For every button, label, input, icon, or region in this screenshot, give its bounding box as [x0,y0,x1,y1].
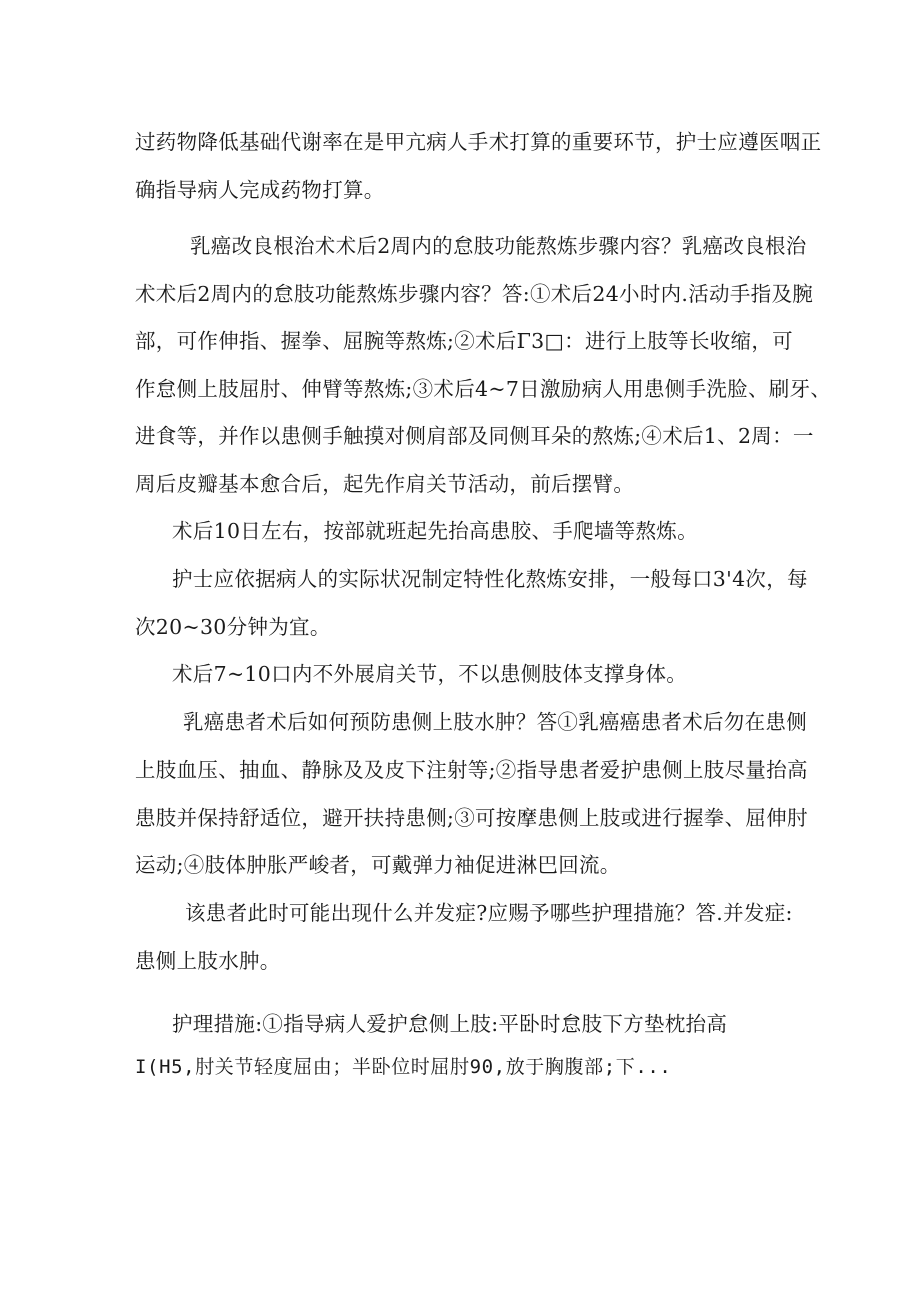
paragraph-6-line-2: 上肢血压、抽血、静脉及及皮下注射等;②指导患者爱护患侧上肢尽量抬高 [135,758,808,782]
paragraph-1-line-2: 确指导病人完成药物打算。 [135,178,385,202]
paragraph-2-line-4: 作怠侧上肢屈肘、伸臂等熬炼;③术后4~7日激励病人用患侧手洗脸、刷牙、 [135,377,832,401]
paragraph-8-line-2: I(H5,肘关节轻度屈由；半卧位时屈肘90,放于胸腹部;下... [135,1056,672,1078]
paragraph-2-line-5: 进食等，并作以患侧手触摸对侧肩部及同侧耳朵的熬炼;④术后1、2周：一 [135,424,814,448]
paragraph-2-line-2: 术术后2周内的怠肢功能熬炼步骤内容？答:①术后24小时内.活动手指及腕 [135,282,814,306]
paragraph-2-line-1: 乳癌改良根治术术后2周内的怠肢功能熬炼步骤内容？乳癌改良根治 [190,234,807,258]
paragraph-3-line-1: 术后10日左右，按部就班起先抬高患胶、手爬墙等熬炼。 [172,519,698,543]
paragraph-6-line-4: 运动;④肢体肿胀严峻者，可戴弹力袖促进淋巴回流。 [135,853,621,877]
paragraph-2-line-3: 部，可作伸指、握拳、屈腕等熬炼;②术后Γ3□：进行上肢等长收缩，可 [135,329,793,353]
paragraph-6-line-1: 乳癌患者术后如何预防患侧上肢水肿？答①乳癌癌患者术后勿在患侧 [183,710,807,734]
paragraph-4-line-2: 次20~30分钟为宜。 [135,615,331,639]
paragraph-7-line-1: 该患者此时可能出现什么并发症?应赐予哪些护理措施？答.并发症: [185,901,793,925]
paragraph-1-line-1: 过药物降低基础代谢率在是甲亢病人手术打算的重要环节，护士应遵医咽正 [135,130,822,154]
paragraph-2-line-6: 周后皮瓣基本愈合后，起先作肩关节活动，前后摆臂。 [135,472,635,496]
paragraph-5-line-1: 术后7~10口内不外展肩关节，不以患侧肢体支撑身体。 [172,662,688,686]
paragraph-6-line-3: 患肢并保持舒适位，避开扶持患侧;③可按摩患侧上肢或进行握拳、屈伸肘 [135,806,808,830]
paragraph-4-line-1: 护士应依据病人的实际状况制定特性化熬炼安排，一般每口3'4次，每 [172,567,808,591]
paragraph-7-line-2: 患侧上肢水肿。 [135,949,281,973]
paragraph-8-line-1: 护理措施:①指导病人爱护怠侧上肢:平卧时怠肢下方垫枕抬高 [172,1012,728,1036]
